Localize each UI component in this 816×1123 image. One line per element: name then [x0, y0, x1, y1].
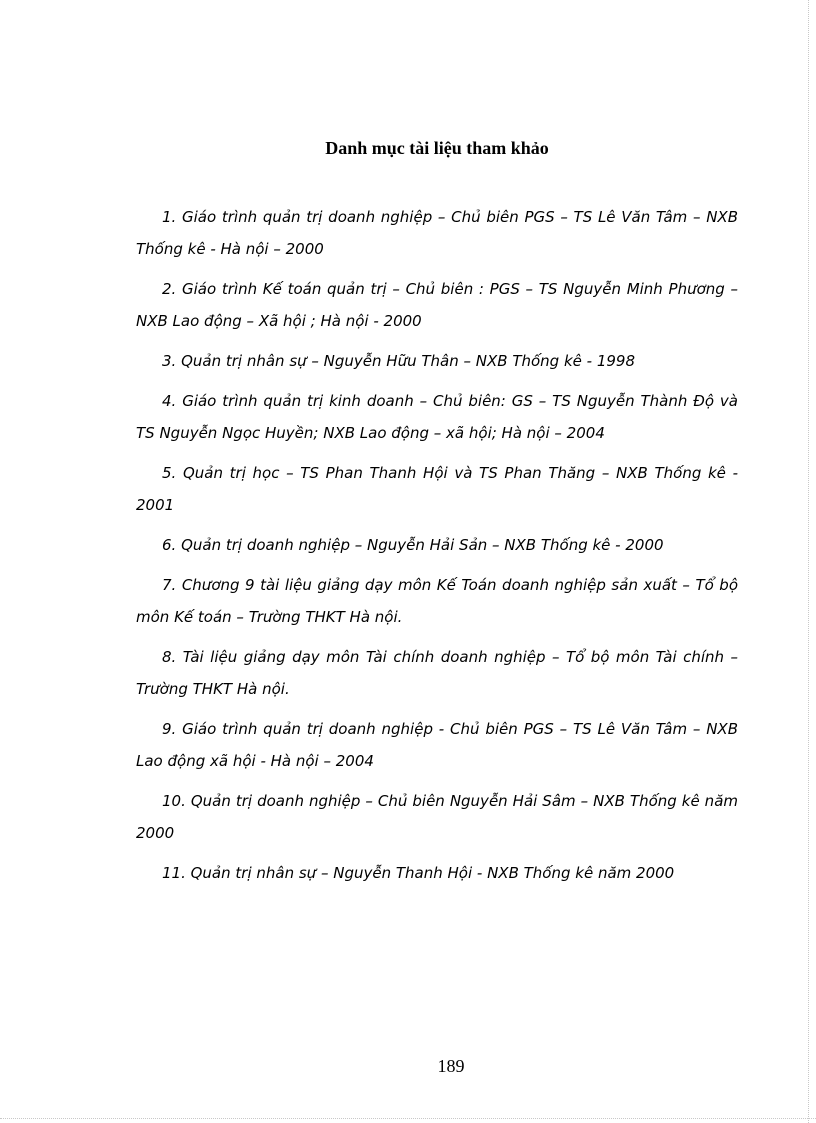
reference-item: 5. Quản trị học – TS Phan Thanh Hội và TS Phan Thăng – NXB Thống kê - 2001	[136, 464, 738, 514]
reference-item: 3. Quản trị nhân sự – Nguyễn Hữu Thân – NXB Thống kê - 1998	[162, 352, 636, 370]
reference-item: 9. Giáo trình quản trị doanh nghiệp - Chủ biên PGS – TS Lê Văn Tâm – NXB Lao động xã hội - Hà nội – 2004	[136, 720, 738, 770]
page-title: Danh mục tài liệu tham khảo	[325, 138, 549, 158]
page-margin-right	[808, 0, 809, 1123]
reference-item: 1. Giáo trình quản trị doanh nghiệp – Chủ biên PGS – TS Lê Văn Tâm – NXB Thống kê - Hà nội – 2000	[136, 208, 738, 258]
reference-item: 4. Giáo trình quản trị kinh doanh – Chủ biên: GS – TS Nguyễn Thành Độ và TS Nguyễn Ngọc Huyền; NXB Lao động – xã hội; Hà nội – 2004	[136, 392, 738, 442]
reference-item: 10. Quản trị doanh nghiệp – Chủ biên Nguyễn Hải Sâm – NXB Thống kê năm 2000	[136, 792, 738, 842]
page-number: 189	[437, 1056, 465, 1076]
reference-item: 8. Tài liệu giảng dạy môn Tài chính doanh nghiệp – Tổ bộ môn Tài chính – Trường THKT Hà nội.	[136, 648, 738, 698]
reference-list	[136, 201, 738, 897]
reference-item: 7. Chương 9 tài liệu giảng dạy môn Kế Toán doanh nghiệp sản xuất – Tổ bộ môn Kế toán – Trường THKT Hà nội.	[136, 576, 738, 626]
page-margin-bottom	[0, 1118, 816, 1119]
reference-item: 2. Giáo trình Kế toán quản trị – Chủ biên : PGS – TS Nguyễn Minh Phương – NXB Lao động – Xã hội ; Hà nội - 2000	[136, 280, 738, 330]
reference-item: 6. Quản trị doanh nghiệp – Nguyễn Hải Sản – NXB Thống kê - 2000	[162, 536, 664, 554]
reference-item: 11. Quản trị nhân sự – Nguyễn Thanh Hội - NXB Thống kê năm 2000	[162, 864, 675, 882]
